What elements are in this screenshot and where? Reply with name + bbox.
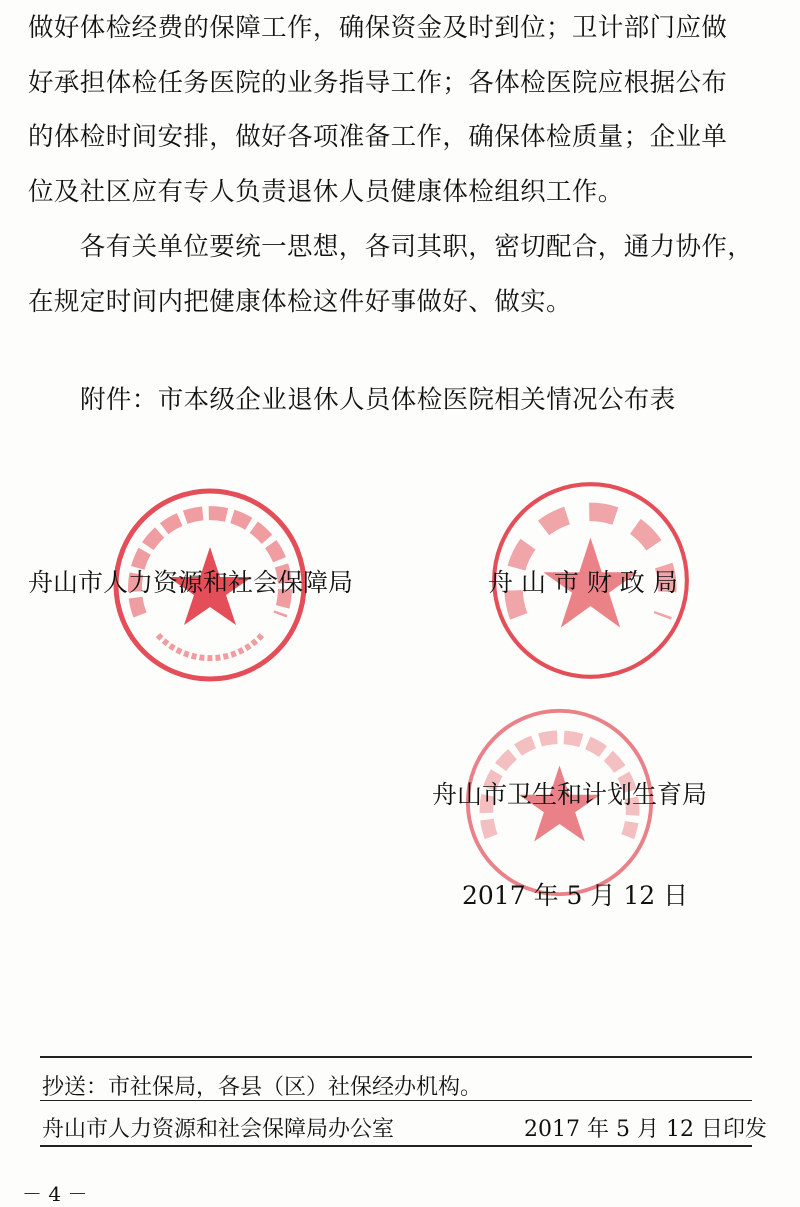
body-line: 好承担体检任务医院的业务指导工作；各体检医院应根据公布	[28, 68, 728, 98]
divider	[40, 1056, 752, 1058]
issue-date: 2017 年 5 月 12 日印发	[524, 1117, 767, 1142]
signature-hrss: 舟山市人力资源和社会保障局	[28, 568, 354, 597]
attachment-line: 附件：市本级企业退休人员体检医院相关情况公布表	[80, 385, 676, 415]
signature-finance: 舟 山 市 财 政 局	[488, 568, 678, 597]
divider	[40, 1145, 752, 1147]
body-line: 在规定时间内把健康体检这件好事做好、做实。	[28, 287, 572, 317]
body-line: 各有关单位要统一思想，各司其职，密切配合，通力协作，	[28, 232, 754, 262]
cc-line: 抄送：市社保局，各县（区）社保经办机构。	[42, 1075, 483, 1100]
signature-date: 2017 年 5 月 12 日	[462, 881, 689, 910]
body-line: 做好体检经费的保障工作，确保资金及时到位；卫计部门应做	[28, 13, 728, 43]
body-line: 的体检时间安排，做好各项准备工作，确保体检质量；企业单	[28, 122, 728, 152]
issuer: 舟山市人力资源和社会保障局办公室	[42, 1117, 395, 1142]
divider	[40, 1100, 752, 1101]
page-number: － 4 －	[22, 1182, 88, 1206]
signature-health: 舟山市卫生和计划生育局	[432, 780, 708, 809]
body-line: 位及社区应有专人负责退休人员健康体检组织工作。	[28, 177, 624, 207]
